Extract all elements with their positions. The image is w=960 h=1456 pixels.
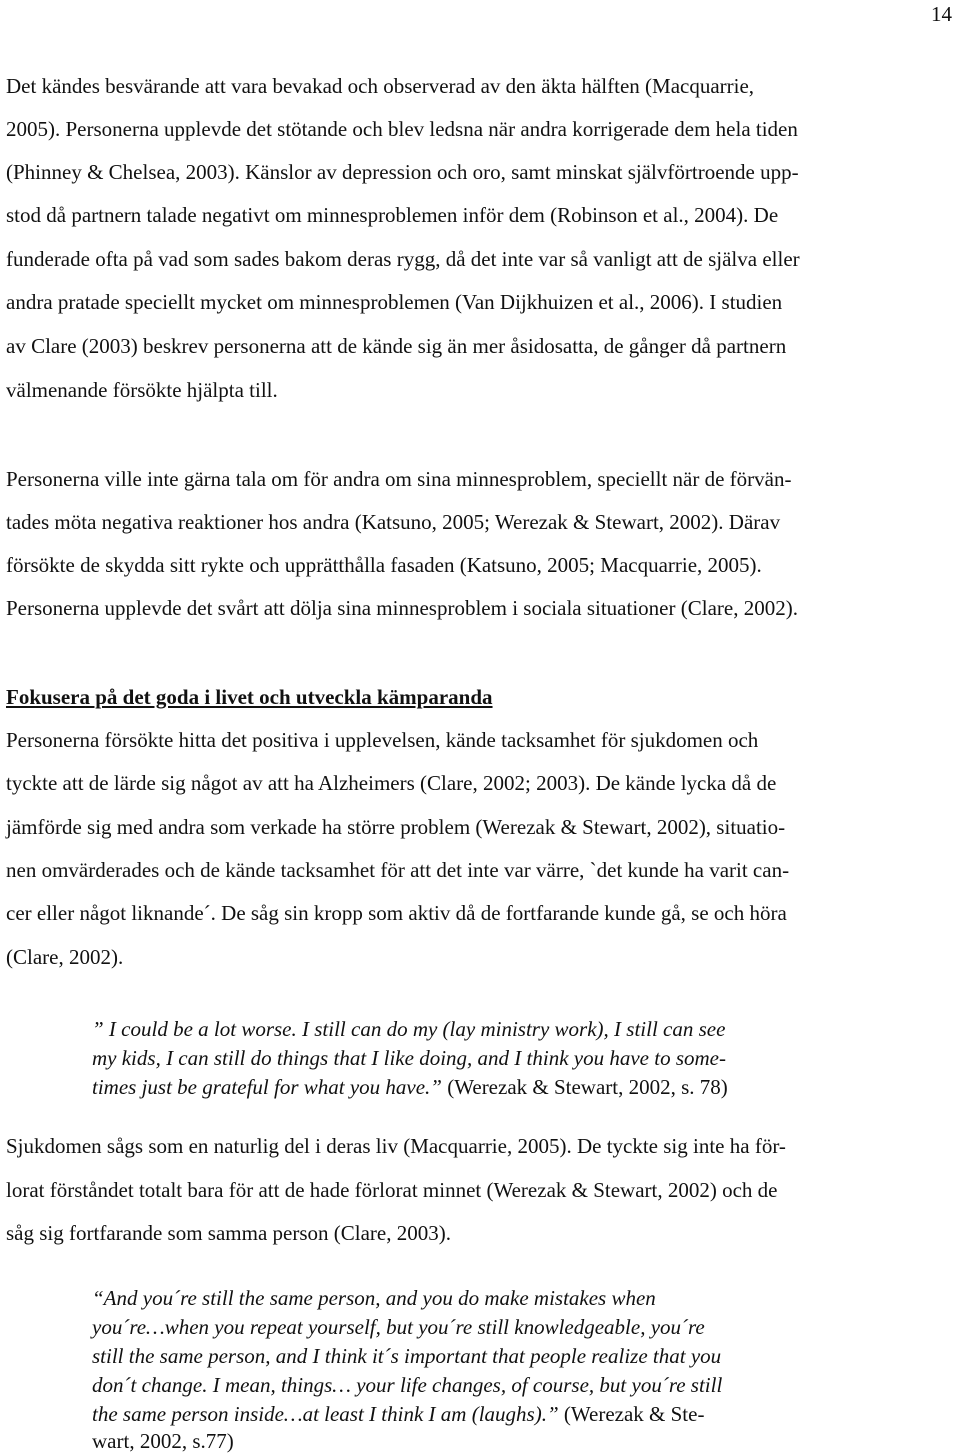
- paragraph-3-line: (Clare, 2002).: [6, 945, 124, 969]
- quote-text: still the same person, and I think it´s important that people realize that you: [92, 1344, 722, 1368]
- block-quote-2-line: [92, 1343, 721, 1369]
- paragraph-1-line: andra pratade speciellt mycket om minnesproblemen (Van Dijkhuizen et al., 2006). I studien: [6, 290, 783, 314]
- block-quote-2-line: [92, 1428, 234, 1454]
- paragraph-2-line: försökte de skydda sitt rykte och upprätthålla fasaden (Katsuno, 2005; Macquarrie, 2005).: [6, 553, 762, 577]
- block-quote-1-line: [92, 1045, 726, 1071]
- page-number: 14: [931, 2, 952, 26]
- paragraph-1-line: funderade ofta på vad som sades bakom deras rygg, då det inte var så vanligt att de själva eller: [6, 247, 800, 271]
- block-quote-1-line: [92, 1074, 728, 1100]
- paragraph-3-line: Personerna försökte hitta det positiva i upplevelsen, kände tacksamhet för sjukdomen och: [6, 728, 759, 752]
- paragraph-1-line: av Clare (2003) beskrev personerna att de kände sig än mer åsidosatta, de gånger då partnern: [6, 334, 787, 358]
- paragraph-1-line: stod då partnern talade negativt om minnesproblemen inför dem (Robinson et al., 2004). De: [6, 203, 779, 227]
- quote-citation: wart, 2002, s.77): [92, 1429, 234, 1453]
- paragraph-4-line: Sjukdomen sågs som en naturlig del i deras liv (Macquarrie, 2005). De tyckte sig inte ha för-: [6, 1134, 786, 1158]
- paragraph-1-line: Det kändes besvärande att vara bevakad och observerad av den äkta hälften (Macquarrie,: [6, 74, 755, 98]
- paragraph-4-line: lorat förståndet totalt bara för att de hade förlorat minnet (Werezak & Stewart, 2002) och de: [6, 1178, 778, 1202]
- paragraph-3-line: jämförde sig med andra som verkade ha större problem (Werezak & Stewart, 2002), situatio-: [6, 815, 786, 839]
- paragraph-1-line: 2005). Personerna upplevde det stötande och blev ledsna när andra korrigerade dem hela tiden: [6, 117, 798, 141]
- quote-text: “And you´re still the same person, and you do make mistakes when: [92, 1286, 656, 1310]
- block-quote-2-line: [92, 1372, 722, 1398]
- block-quote-2-line: [92, 1285, 656, 1311]
- quote-text: times just be grateful for what you have.”: [92, 1075, 442, 1099]
- block-quote-2-line: [92, 1314, 705, 1340]
- paragraph-1-line: välmenande försökte hjälpta till.: [6, 378, 278, 402]
- quote-text: my kids, I can still do things that I like doing, and I think you have to some-: [92, 1046, 726, 1070]
- quote-text: you´re…when you repeat yourself, but you´re still knowledgeable, you´re: [92, 1315, 705, 1339]
- quote-text: ” I could be a lot worse. I still can do my (lay ministry work), I still can see: [92, 1017, 726, 1041]
- paragraph-3-line: cer eller något liknande´. De såg sin kropp som aktiv då de fortfarande kunde gå, se och höra: [6, 901, 787, 925]
- paragraph-1-line: (Phinney & Chelsea, 2003). Känslor av depression och oro, samt minskat självförtroende upp-: [6, 160, 799, 184]
- quote-citation: (Werezak & Stewart, 2002, s. 78): [441, 1075, 728, 1099]
- paragraph-4-line: såg sig fortfarande som samma person (Clare, 2003).: [6, 1221, 451, 1245]
- paragraph-3-line: nen omvärderades och de kände tacksamhet för att det inte var värre, `det kunde ha varit can-: [6, 858, 790, 882]
- paragraph-2-line: tades möta negativa reaktioner hos andra (Katsuno, 2005; Werezak & Stewart, 2002). Därav: [6, 510, 781, 534]
- paragraph-3-line: tyckte att de lärde sig något av att ha Alzheimers (Clare, 2002; 2003). De kände lycka då de: [6, 771, 777, 795]
- block-quote-1-line: [92, 1016, 725, 1042]
- quote-citation: (Werezak & Ste-: [558, 1402, 705, 1426]
- quote-text: don´t change. I mean, things… your life changes, of course, but you´re still: [92, 1373, 723, 1397]
- paragraph-2-line: Personerna ville inte gärna tala om för andra om sina minnesproblem, speciellt när de förvän-: [6, 467, 792, 491]
- paragraph-2-line: Personerna upplevde det svårt att dölja sina minnesproblem i sociala situationer (Clare, 2002).: [6, 596, 798, 620]
- quote-text: the same person inside…at least I think I am (laughs).”: [92, 1402, 559, 1426]
- section-heading: Fokusera på det goda i livet och utveckla kämparanda: [6, 685, 493, 709]
- block-quote-2-line: [92, 1401, 704, 1427]
